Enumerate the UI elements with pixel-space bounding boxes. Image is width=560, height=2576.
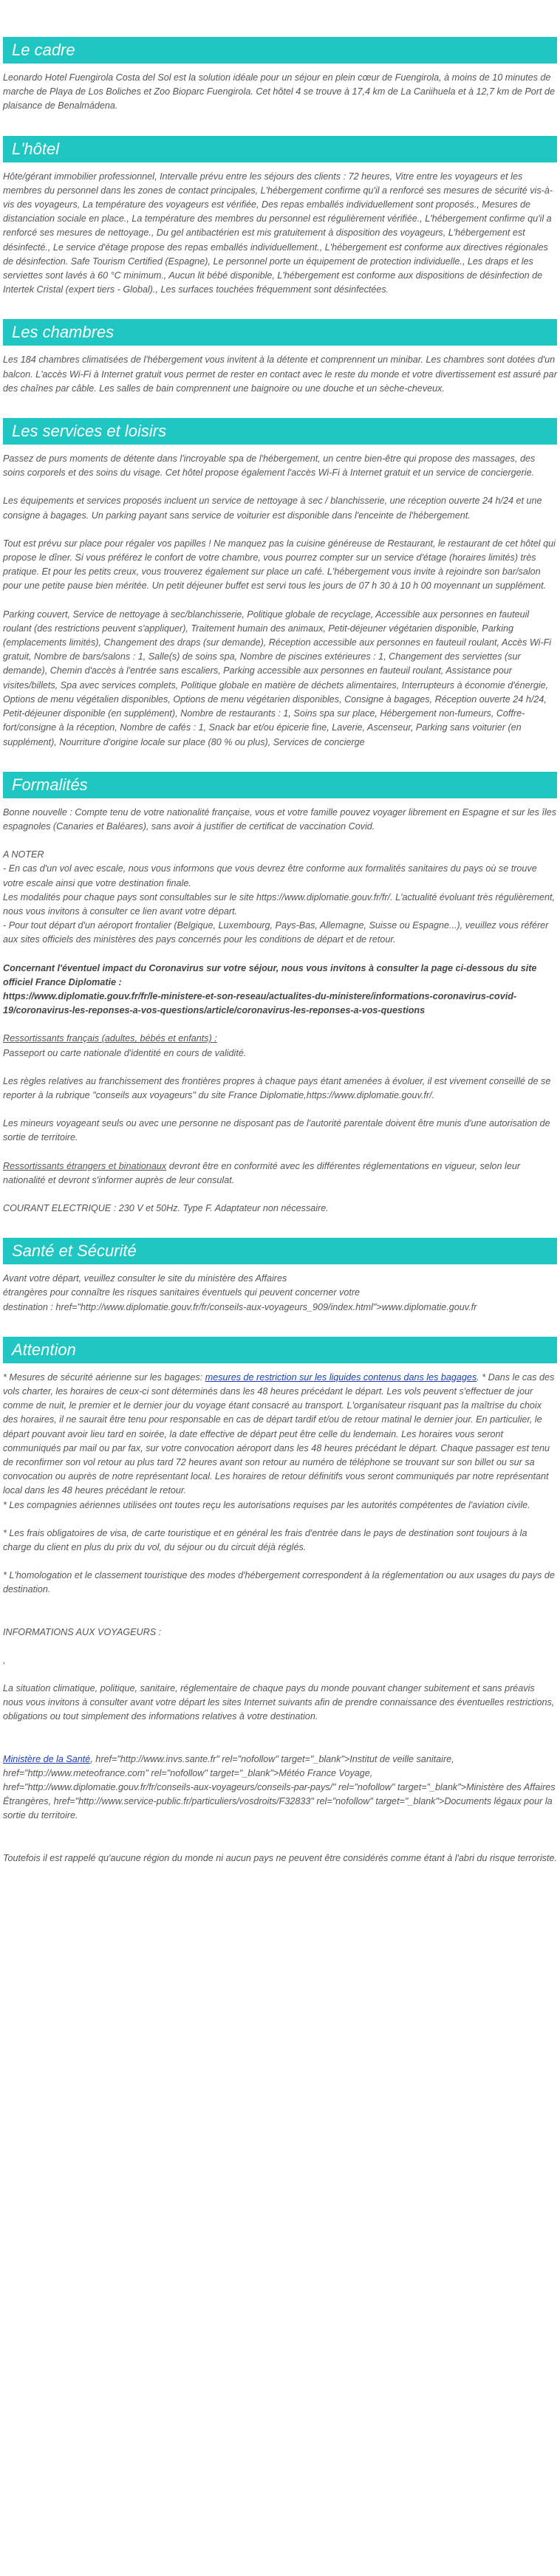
services-spa-paragraph: Passez de purs moments de détente dans l'incroyable spa de l'hébergement, un centre bien-être qui propose des massages, des soins corporels et des soins du visage. Cet hôtel propose également l'accès Wi-Fi à Internet gratuit et un service de conciergerie. <box>3 453 536 479</box>
french-nationals-text: Passeport ou carte nationale d'identité en cours de validité. <box>3 1047 247 1058</box>
travellers-info-title: INFORMATIONS AUX VOYAGEURS : <box>3 1626 162 1637</box>
section-title-formalites: Formalités <box>3 772 557 798</box>
chambres-text: Les 184 chambres climatisées de l'hébergement vous invitent à la détente et comprennent un minibar. Les chambres sont dotées d'un balcon. L'accès Wi-Fi à Internet gratuit vous permet de rester en contact avec le reste du monde et votre divertissement est assuré par des chaînes par câble. Les salles de bain comprennent une baignoire ou une douche et un sèche-cheveux. <box>3 354 557 394</box>
note-modalities: Les modalités pour chaque pays sont consultables sur le site https://www.diplomatie.gouv.fr/fr/. L'actualité évoluant très régulièrement, nous vous invitons à consulter ce lien avant votre départ. <box>3 891 555 917</box>
foreign-nationals-title: Ressortissants étrangers et binationaux <box>3 1160 167 1171</box>
foreign-nationals-text <box>3 1159 557 1188</box>
section-chambres <box>3 319 557 396</box>
note-stopover: - En cas d'un vol avec escale, nous vous informons que vous devrez être conforme aux formalités sanitaires du pays où se trouve votre escale ainsi que votre destination finale. <box>3 863 537 888</box>
hotel-text: Hôte/gérant immobilier professionnel, Intervalle prévu entre les séjours des clients : 72 heures, Vitre entre les voyageurs et les membres du personnel dans les zones de contact principales, L'hébergement confirme qu'il a renforcé ses mesures de sécurité vis-à-vis des voyageurs, La température des voyageurs est vérifiée, Des repas emballés individuellement sont proposés., Mesures de distanciation sociale en place., La température des membres du personnel est régulièrement vérifiée., L'hébergement confirme qu'il a renforcé ses mesures de nettoyage., Du gel antibactérien est mis gratuitement à disposition des voyageurs, L'hébergement est désinfecté., Le service d'étage propose des repas emballés individuellement., L'hébergement est conforme aux directives régionales de désinfection. Safe Tourism Certified (Espagne), Le personnel porte un équipement de protection individuelle., Les draps et les serviettes sont lavés à 60 °C minimum., Aucun lit bébé disponible, L'hébergement est conforme aux dispositions de désinfection de Intertek Cristal (expert tiers - Global)., Les surfaces touchées fréquemment sont désinfectées. <box>3 171 553 295</box>
sante-line-3: destination : href="http://www.diplomatie.gouv.fr/fr/conseils-aux-voyageurs_909/index.html">www.diplomatie.gouv.fr <box>3 1301 477 1312</box>
sante-line-1: Avant votre départ, veuillez consulter le site du ministère des Affaires <box>3 1273 287 1284</box>
note-border-airport: - Pour tout départ d'un aéroport frontalier (Belgique, Luxembourg, Pays-Bas, Allemagne, Suisse ou Espagne...), veuillez vous référer aux sites officiels des ministères des pays concernés pour les conditions de départ et de retour. <box>3 920 549 945</box>
cadre-text: Leonardo Hotel Fuengirola Costa del Sol est la solution idéale pour un séjour en plein cœur de Fuengirola, à moins de 10 minutes de marche de Playa de Los Boliches et Zoo Bioparc Fuengirola. Cet hôtel 4 se trouve à 17,4 km de La Cariihuela et à 12,7 km de Port de plaisance de Benalmádena. <box>3 72 555 112</box>
official-links-rest: , href="http://www.invs.sante.fr" rel="nofollow" target="_blank">Institut de veille sanitaire, href="http://www.meteofrance.com" rel="nofollow" target="_blank">Météo France Voyage, href="http://www.diplomatie.gouv.fr/fr/conseils-aux-voyageurs/conseils-par-pays/" rel="nofollow" target="_blank">Ministère des Affaires Étrangères, href="http://www.service-public.fr/particuliers/vosdroits/F32833" rel="nofollow" target="_blank">Documents légaux pour la sortie du territoire. <box>3 1753 556 1821</box>
airlines-authorization-text: * Les compagnies aériennes utilisées ont toutes reçu les autorisations requises par les autorités compétentes de l'aviation civile. <box>3 1499 530 1510</box>
travellers-info-comma: , <box>3 1654 6 1665</box>
border-rules-text: Les règles relatives au franchissement des frontières propres à chaque pays étant amenées à évoluer, il est vivement conseillé de se reporter à la rubrique "conseils aux voyageurs" du site France Diplomatie,https://www.diplomatie.gouv.fr/. <box>3 1075 551 1100</box>
covid-url[interactable]: https://www.diplomatie.gouv.fr/fr/le-ministere-et-son-reseau/actualites-du-ministere/informations-coronavirus-covid-19/coronavirus-les-reponses-a-vos-questions/article/coronavirus-les-reponses-a-vos-questions <box>3 990 517 1016</box>
french-nationals-title: Ressortissants français (adultes, bébés et enfants) : <box>3 1033 217 1044</box>
formalites-intro: Bonne nouvelle : Compte tenu de votre nationalité française, vous et votre famille pouvez voyager librement en Espagne et sur les îles espagnoles (Canaries et Baléares), sans avoir à justifier de certificat de vaccination Covid. <box>3 806 557 832</box>
official-links-text <box>3 1753 557 1823</box>
note-title: A NOTER <box>3 849 44 860</box>
section-title-cadre: Le cadre <box>3 37 557 64</box>
section-title-chambres: Les chambres <box>3 319 557 346</box>
section-title-services: Les services et loisirs <box>3 418 557 445</box>
charter-flights-text: . * Dans le cas des vols charter, les horaires de ceux-ci sont déterminés dans les 48 heures précédant le départ. Les vols peuvent s'effectuer de jour comme de nuit, le premier et le dernier jour du voyage étant consacré au transport. L'organisateur risquant pas la maîtrise du choix des horaires, il ne saurait être tenu pour responsable en cas de départ tardif et/ou de retour matinal le dernier jour. En particulier, le départ pouvant avoir lieu tard en soirée, la date effective de départ peut être celle du lendemain. Les horaires vous seront communiqués par mail ou par fax, sur votre convocation aéroport dans les 48 heures précédant le départ. Chaque passager est tenu de reconfirmer son vol retour au plus tard 72 heures avant son retour au numéro de téléphone se trouvant sur son billet ou sur sa convocation ou auprès de notre représentant local. Les horaires de retour définitifs vous seront communiqués par notre représentant local dans les 48 heures précédant le retour. <box>3 1371 555 1496</box>
foreign-nationals-detail: devront être en conformité avec les différentes réglementations en vigueur, selon leur nationalité et devront s'informer auprès de leur consulat. <box>3 1160 521 1185</box>
liquids-restriction-link[interactable]: mesures de restriction sur les liquides contenus dans les bagages <box>205 1371 477 1383</box>
travellers-info-line-1: La situation climatique, politique, sanitaire, réglementaire de chaque pays du monde pouvant changer subitement et sans préavis <box>3 1683 535 1694</box>
sante-line-2: étrangères pour connaître les risques sanitaires éventuels qui peuvent concerner votre <box>3 1287 361 1298</box>
section-services <box>3 418 557 750</box>
terrorism-risk-text: Toutefois il est rappelé qu'aucune région du monde ni aucun pays ne peuvent être considérés comme étant à l'abri du risque terroriste. <box>3 1852 557 1863</box>
minors-text: Les mineurs voyageant seuls ou avec une personne ne disposant pas de l'autorité parentale doivent être munis d'une autorisation de sortie de territoire. <box>3 1118 550 1143</box>
accommodation-rating-text: * L'homologation et le classement touristique des modes d'hébergement correspondent à la réglementation ou aux usages du pays de destination. <box>3 1570 555 1595</box>
section-formalites <box>3 772 557 1216</box>
visa-fees-text: * Les frais obligatoires de visa, de carte touristique et en général les frais d'entrée dans le pays de destination sont toujours à la charge du client en plus du prix du vol, du séjour ou du circuit déjà réglés. <box>3 1527 527 1553</box>
covid-heading: Concernant l'éventuel impact du Coronavirus sur votre séjour, nous vous invitons à consulter la page ci-dessous du site officiel France Diplomatie : <box>3 962 537 987</box>
baggage-prefix: * Mesures de sécurité aérienne sur les bagages: <box>3 1371 205 1383</box>
section-title-hotel: L'hôtel <box>3 136 557 162</box>
section-cadre <box>3 37 557 114</box>
section-hotel <box>3 136 557 298</box>
attention-baggage-paragraph <box>3 1371 557 1498</box>
travellers-info-line-2: nous vous invitons à consulter avant votre départ les sites Internet suivants afin de prendre connaissance des éventuelles restrictions, obligations ou tout simplement des informations relatives à votre destination. <box>3 1697 555 1722</box>
services-dining-paragraph: Tout est prévu sur place pour régaler vos papilles ! Ne manquez pas la cuisine généreuse de Restaurant, le restaurant de cet hôtel qui propose le dîner. Si vous préférez le confort de votre chambre, vous pourrez compter sur un service d'étage (horaires limités) très pratique. Et pour les petits creux, vous trouverez également sur place un café. L'hébergement vous invite à rejoindre son bar/salon pour une petite pause bien méritée. Un petit déjeuner buffet est servi tous les jours de 07 h 30 à 10 h 00 moyennant un supplément. <box>3 538 556 592</box>
section-sante <box>3 1238 557 1315</box>
section-title-sante: Santé et Sécurité <box>3 1238 557 1264</box>
section-attention <box>3 1337 557 1866</box>
ministry-health-link[interactable]: Ministère de la Santé <box>3 1753 91 1764</box>
electric-current-text: COURANT ELECTRIQUE : 230 V et 50Hz. Type F. Adaptateur non nécessaire. <box>3 1202 329 1213</box>
section-title-attention: Attention <box>3 1337 557 1363</box>
services-equipment-paragraph: Les équipements et services proposés incluent un service de nettoyage à sec / blanchisserie, une réception ouverte 24 h/24 et une consigne à bagages. Un parking payant sans service de voiturier est disponible dans l'enceinte de l'hébergement. <box>3 496 542 521</box>
services-amenities-list: Parking couvert, Service de nettoyage à sec/blanchisserie, Politique globale de recyclage, Accessible aux personnes en fauteuil roulant (des restrictions peuvent s'appliquer), Traitement humain des animaux, Petit-déjeuner végétarien disponible, Parking (emplacements limités), Changement des draps (sur demande), Réception accessible aux personnes en fauteuil roulant, Accès Wi-Fi gratuit, Nombre de bars/salons : 1, Salle(s) de soins spa, Nombre de piscines extérieures : 1, Changement des serviettes (sur demande), Chemin d'accès à l'entrée sans escaliers, Parking accessible aux personnes en fauteuil roulant, Assistance pour visites/billets, Spa avec services complets, Politique globale en matière de déchets alimentaires, Interrupteurs à économie d'énergie, Options de menu végétalien disponibles, Options de menu végétarien disponibles, Consigne à bagages, Réception ouverte 24 h/24, Petit-déjeuner disponible (en supplément), Nombre de restaurants : 1, Soins spa sur place, Hébergement non-fumeurs, Coffre-fort/consigne à la réception, Nombre de cafés : 1, Snack bar et/ou épicerie fine, Laverie, Ascenseur, Parking sans voiturier (en supplément), Nourriture d'origine locale sur place (80 % ou plus), Services de concierge <box>3 609 552 747</box>
